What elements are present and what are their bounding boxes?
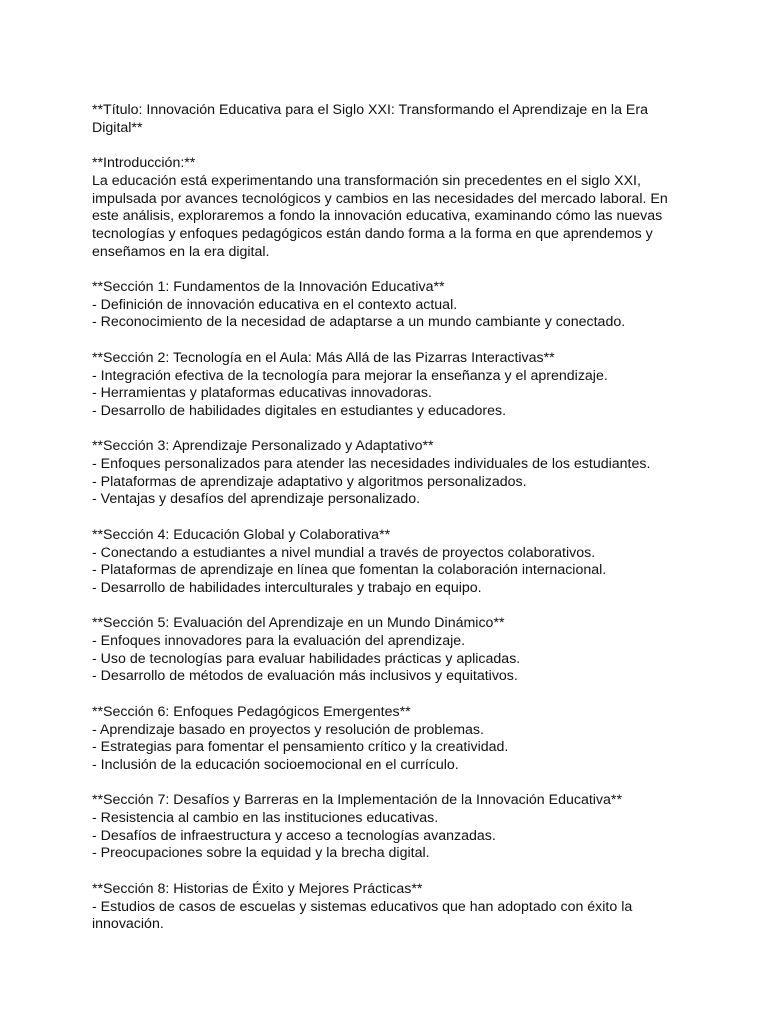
section-heading: **Sección 6: Enfoques Pedagógicos Emergentes** (92, 703, 411, 720)
list-item: - Preocupaciones sobre la equidad y la brecha digital. (92, 845, 430, 862)
list-item: - Enfoques innovadores para la evaluación del aprendizaje. (92, 633, 466, 649)
section-4 (92, 527, 672, 598)
list-item: - Enfoques personalizados para atender las necesidades individuales de los estudiantes. (92, 456, 651, 472)
list-item: - Estrategias para fomentar el pensamiento crítico y la creatividad. (92, 739, 509, 756)
list-item: - Integración efectiva de la tecnología para mejorar la enseñanza y el aprendizaje. (92, 367, 608, 384)
section-heading: **Sección 8: Historias de Éxito y Mejores Prácticas** (92, 880, 423, 897)
section-6 (92, 704, 672, 775)
section-7 (92, 792, 672, 863)
list-item: - Definición de innovación educativa en el contexto actual. (92, 296, 458, 313)
introduction-block (92, 155, 672, 261)
document-title-block (92, 102, 672, 137)
section-1 (92, 279, 672, 332)
introduction-text: La educación está experimentando una transformación sin precedentes en el siglo XXI, impulsada por avances tecnológicos y cambios en las necesidades del mercado laboral. En este análisis, exploraremos a fondo la innovación educativa, examinando cómo las nuevas tecnologías y enfoques pedagógicos están dando forma a la forma en que aprendemos y enseñamos en la era digital. (92, 172, 668, 260)
section-5 (92, 615, 672, 686)
list-item: - Estudios de casos de escuelas y sistemas educativos que han adoptado con éxito la innovación. (92, 898, 633, 933)
list-item: - Plataformas de aprendizaje adaptativo y algoritmos personalizados. (92, 473, 527, 490)
document-page (92, 102, 672, 952)
section-heading: **Sección 4: Educación Global y Colaborativa** (92, 526, 391, 543)
list-item: - Aprendizaje basado en proyectos y resolución de problemas. (92, 721, 484, 738)
section-heading: **Sección 2: Tecnología en el Aula: Más Allá de las Pizarras Interactivas** (92, 349, 555, 366)
section-heading: **Sección 7: Desafíos y Barreras en la Implementación de la Innovación Educativa** (92, 792, 622, 809)
list-item: - Desarrollo de métodos de evaluación más inclusivos y equitativos. (92, 668, 518, 685)
introduction-heading: **Introducción:** (92, 155, 196, 172)
section-2 (92, 350, 672, 421)
list-item: - Ventajas y desafíos del aprendizaje personalizado. (92, 491, 421, 508)
list-item: - Resistencia al cambio en las instituciones educativas. (92, 810, 439, 826)
document-title: **Título: Innovación Educativa para el Siglo XXI: Transformando el Aprendizaje en la Era Digital** (92, 102, 648, 136)
list-item: - Desafíos de infraestructura y acceso a tecnologías avanzadas. (92, 827, 496, 844)
section-heading: **Sección 3: Aprendizaje Personalizado y Adaptativo** (92, 438, 434, 455)
list-item: - Conectando a estudiantes a nivel mundial a través de proyectos colaborativos. (92, 544, 596, 561)
section-3 (92, 438, 672, 509)
list-item: - Inclusión de la educación socioemocional en el currículo. (92, 756, 459, 773)
section-heading: **Sección 1: Fundamentos de la Innovación Educativa** (92, 279, 445, 295)
list-item: - Plataformas de aprendizaje en línea que fomentan la colaboración internacional. (92, 562, 607, 579)
list-item: - Desarrollo de habilidades interculturales y trabajo en equipo. (92, 579, 482, 596)
section-8 (92, 881, 672, 934)
list-item: - Herramientas y plataformas educativas innovadoras. (92, 385, 432, 402)
section-heading: **Sección 5: Evaluación del Aprendizaje en un Mundo Dinámico** (92, 615, 505, 632)
list-item: - Desarrollo de habilidades digitales en estudiantes y educadores. (92, 402, 507, 419)
list-item: - Reconocimiento de la necesidad de adaptarse a un mundo cambiante y conectado. (92, 314, 626, 331)
list-item: - Uso de tecnologías para evaluar habilidades prácticas y aplicadas. (92, 650, 521, 667)
